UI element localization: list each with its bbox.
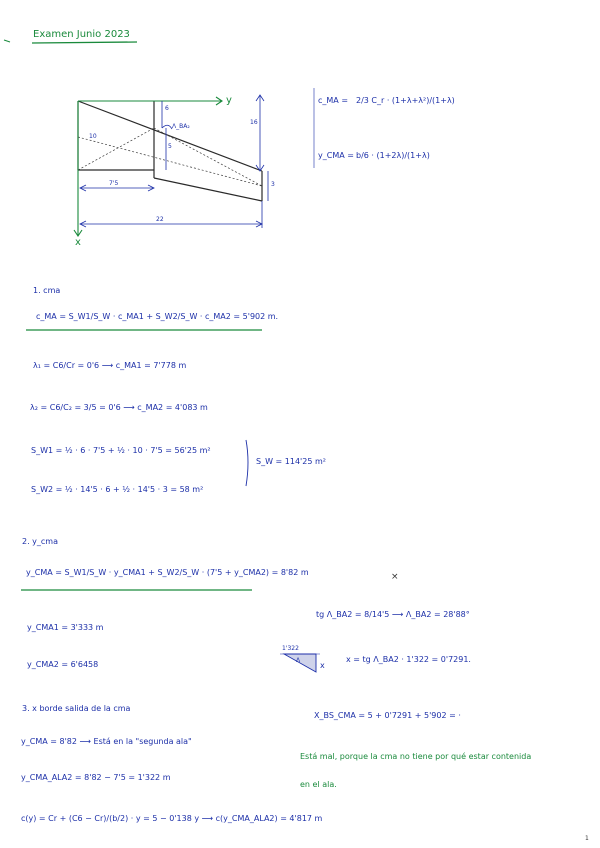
sec1-lambda1: λ₁ = C6/Cr = 0'6 ⟶ c_MA1 = 7'778 m bbox=[33, 361, 187, 370]
axis-x-label: x bbox=[75, 237, 81, 248]
formula-y-cma-rhs: b/6 · (1+2λ)/(1+λ) bbox=[356, 151, 430, 160]
axis-y-label: y bbox=[226, 95, 232, 106]
sec3-c-line: c(y) = Cr + (C6 − Cr)/(b/2) · y = 5 − 0'138 y ⟶ c(y_CMA_ALA2) = 4'817 m bbox=[21, 814, 323, 823]
dim-root: 10 bbox=[89, 133, 97, 140]
dim-span-1: 7'5 bbox=[109, 180, 119, 187]
dim-span-total: 22 bbox=[156, 216, 164, 223]
triangle-x-label: x bbox=[320, 661, 325, 670]
sec2-main-equation: y_CMA = S_W1/S_W · y_CMA1 + S_W2/S_W · (7'5 + y_CMA2) = 8'82 m bbox=[26, 568, 309, 577]
sec2-y1: y_CMA1 = 3'333 m bbox=[27, 623, 104, 632]
sec1-sw2: S_W2 = ½ · 14'5 · 6 + ½ · 14'5 · 3 = 58 m² bbox=[31, 485, 204, 494]
sec1-lambda2: λ₂ = C6/C₂ = 3/5 = 0'6 ⟶ c_MA2 = 4'083 m bbox=[30, 403, 208, 412]
formula-y-cma-lhs: y_CMA = bbox=[318, 151, 354, 160]
section-1-heading: 1. cma bbox=[33, 286, 61, 295]
stray-mark: × bbox=[391, 572, 399, 582]
dim-total-height: 16 bbox=[250, 119, 258, 126]
triangle-top-label: 1'322 bbox=[282, 645, 299, 652]
dim-mid: 5 bbox=[168, 143, 172, 150]
formula-c-cma-rhs: 2/3 C_r · (1+λ+λ²)/(1+λ) bbox=[356, 96, 455, 105]
page-number: 1 bbox=[585, 835, 589, 842]
triangle-angle-label: Λ bbox=[296, 657, 301, 664]
section-3-heading: 3. x borde salida de la cma bbox=[22, 704, 131, 713]
dim-top: 6 bbox=[165, 105, 169, 112]
sec2-x-equation: x = tg Λ_BA2 · 1'322 = 0'7291. bbox=[346, 655, 471, 664]
sec2-y2: y_CMA2 = 6'6458 bbox=[27, 660, 99, 669]
dim-tip: 3 bbox=[271, 181, 275, 188]
sec3-note-line1: Está mal, porque la cma no tiene por qué estar contenida bbox=[300, 752, 532, 761]
sec3-y-ala2: y_CMA_ALA2 = 8'82 − 7'5 = 1'322 m bbox=[21, 773, 171, 782]
section-2-heading: 2. y_cma bbox=[22, 537, 59, 546]
sec3-x-result: X_BS_CMA = 5 + 0'7291 + 5'902 = · bbox=[314, 711, 461, 720]
formula-c-cma-lhs: c_MA = bbox=[318, 96, 349, 105]
sec3-y-line: y_CMA = 8'82 ⟶ Está en la "segunda ala" bbox=[21, 737, 192, 746]
sec3-note-line2: en el ala. bbox=[300, 780, 337, 789]
page-title: Examen Junio 2023 bbox=[33, 29, 130, 40]
sec2-tan-equation: tg Λ_BA2 = 8/14'5 ⟶ Λ_BA2 = 28'88° bbox=[316, 610, 470, 619]
sweep-angle-label: Λ_BA₂ bbox=[172, 123, 190, 130]
sec1-sw1: S_W1 = ½ · 6 · 7'5 + ½ · 10 · 7'5 = 56'25 m² bbox=[31, 446, 211, 455]
sec1-sw-total: S_W = 114'25 m² bbox=[256, 457, 326, 466]
sec1-main-equation: c_MA = S_W1/S_W · c_MA1 + S_W2/S_W · c_MA2 = 5'902 m. bbox=[36, 312, 279, 321]
